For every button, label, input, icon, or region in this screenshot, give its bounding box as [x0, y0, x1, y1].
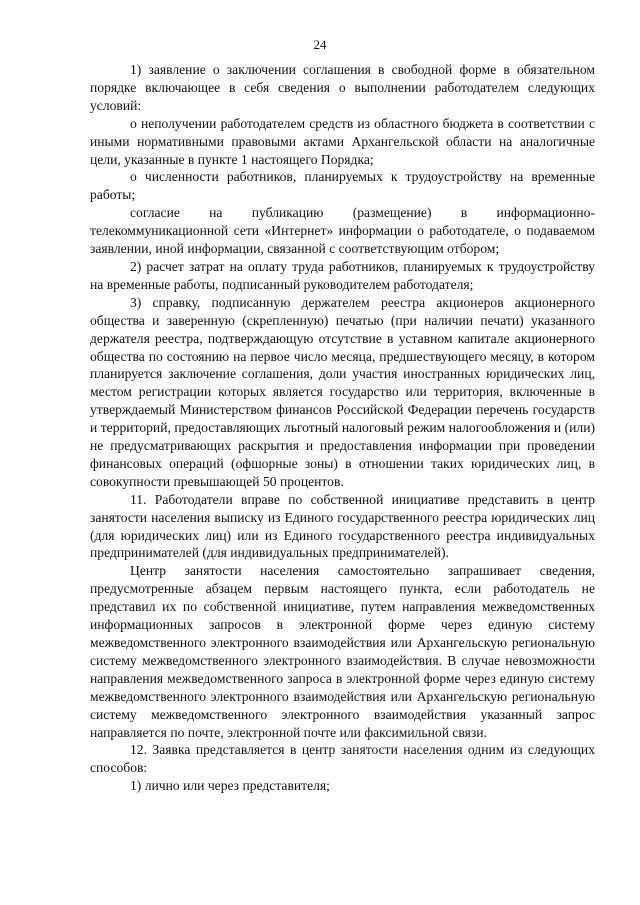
paragraph-worker-count: о численности работников, планируемых к трудоустройству на временные работы; — [90, 169, 595, 203]
paragraph-no-regional-funds: о неполучении работодателем средств из областного бюджета в соответствии с иными нормативными правовыми актами Архангельской области на аналогичные цели, указанные в пункте 1 настоящего Порядка; — [90, 115, 595, 167]
paragraph-publication-consent: согласие на публикацию (размещение) в информационно-телекоммуникационной сети «Интернет» информации о работодателе, о подаваемом заявлении, иной информации, связанной с соответствующим отбором; — [90, 205, 595, 257]
document-body — [90, 61, 595, 795]
paragraph-clause-11: 11. Работодатели вправе по собственной инициативе представить в центр занятости населения выписку из Единого государственного реестра юридических лиц (для юридических лиц) или из Единого государственного реестра индивидуальных предпринимателей (для индивидуальных предпринимателей). — [90, 491, 595, 561]
paragraph-shareholder-certificate: 3) справку, подписанную держателем реестра акционеров акционерного общества и заверенную (скрепленную) печатью (при наличии печати) указанного держателя реестра, подтверждающую отсутствие в уставном капитале акционерного общества по состоянию на первое число месяца, предшествующего месяцу, в котором планируется заключение соглашения, доли участия иностранных юридических лиц, местом регистрации которых является государство или территория, включенные в утверждаемый Министерством финансов Российской Федерации перечень государств и территорий, предоставляющих льготный налоговый режим налогообложения и (или) не предусматривающих раскрытия и предоставления информации при проведении финансовых операций (офшорные зоны) в отношении таких юридических лиц, в совокупности превышающей 50 процентов. — [90, 294, 595, 489]
paragraph-clause-12: 12. Заявка представляется в центр занятости населения одним из следующих способов: — [90, 742, 595, 776]
paragraph-labor-cost-calculation: 2) расчет затрат на оплату труда работников, планируемых к трудоустройству на временные работы, подписанный руководителем работодателя; — [90, 258, 595, 292]
paragraph-interagency-requests: Центр занятости населения самостоятельно запрашивает сведения, предусмотренные абзацем первым настоящего пункта, если работодатель не представил их по собственной инициативе, путем направления межведомственных информационных запросов в электронной форме через единую систему межведомственного электронного взаимодействия или Архангельскую региональную систему межведомственного электронного взаимодействия. В случае невозможности направления межведомственного запроса в электронной форме через единую систему межведомственного электронного взаимодействия или Архангельскую региональную систему межведомственного электронного взаимодействия указанный запрос направляется по почте, электронной почте или факсимильной связи. — [90, 563, 595, 740]
paragraph-in-person-submission: 1) лично или через представителя; — [130, 778, 330, 794]
paragraph-application-statement: 1) заявление о заключении соглашения в свободной форме в обязательном порядке включающее в себя сведения о выполнении работодателем следующих условий: — [90, 62, 595, 113]
page-number: 24 — [313, 37, 327, 52]
